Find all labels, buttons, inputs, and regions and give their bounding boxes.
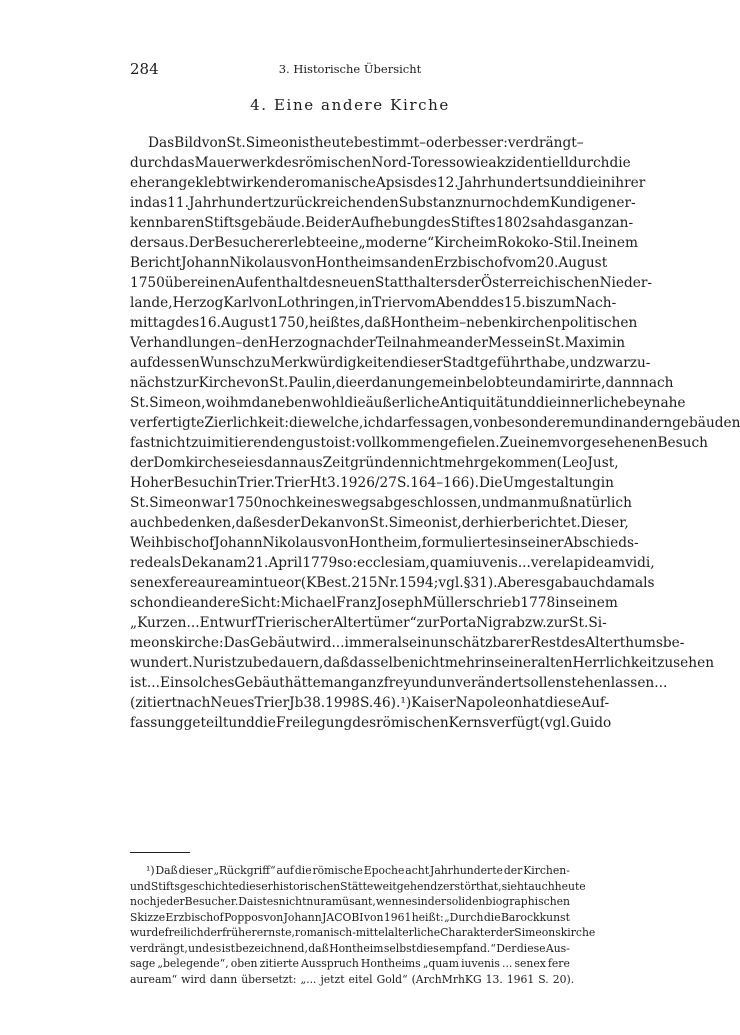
text-line: auf dessen Wunsch zu Merkwürdigkeiten dieser Stadt geführt habe, und zwar zu- [130,355,651,371]
text-line: Das Bild von St. Simeon ist heute bestimmt – oder besser: verdrängt – [148,135,584,151]
text-line: kennbaren Stiftsgebäude. Bei der Aufhebung des Stiftes 1802 sah das ganz an- [130,215,634,231]
footnote-line: wurde freilich der früher ernste, romanisch-mittelalterliche Charakter der Simeonskirche [130,926,596,939]
text-line: senex fere auream intueor (K Best. 215 Nr. 1594; vgl. § 31). Aber es gab auch damals [130,575,655,591]
text-line: schon die andere Sicht: Michael Franz Joseph Müller schrieb 1778 in seinem [130,595,618,611]
text-line: Verhandlungen – den Herzog nach der Teilnahme an der Messe in St. Maximin [130,335,626,351]
text-line: mittag des 16. August 1750, heißt es, daß Hontheim – neben kirchenpolitischen [130,315,638,331]
footnote-line: auream“ wird dann übersetzt: „... jetzt eitel Gold“ (ArchMrhKG 13. 1961 S. 20). [130,972,575,986]
text-line: eher angeklebt wirkende romanische Apsis des 12. Jahrhunderts und die in ihrer [130,175,646,191]
text-line: Weihbischof Johann Nikolaus von Hontheim, formuliert es in seiner Abschieds- [130,535,639,551]
text-line: Hoher Besuch in Trier. TrierHt 3. 1926/27 S. 164–166). Die Umgestaltung in [130,475,614,491]
text-line: St. Simeon war 1750 noch keineswegs abgeschlossen, und man muß natürlich [130,495,632,511]
footnote-line: verdrängt, und es ist bezeichnend, daß Hontheim selbst dies empfand.“ Der diese Aus- [130,941,570,955]
text-line: nächst zur Kirche von St. Paulin, die er dan ungemein belobte und amirirte, dann nach [130,375,674,391]
text-line: „Kurzen ... Entwurf Trierischer Altertümer“ zur Porta Nigra bzw. zur St. Si- [130,615,607,631]
text-line: wundert. Nur ist zu bedauern, daß dasselbe nicht mehr in seiner alten Herrlichkeit zu sehen [130,655,715,671]
footnote-line: Skizze Erzbischof Poppos von Johann JACOBI von 1961 heißt: „Durch die Barockkunst [130,910,570,924]
text-line: fast nicht zu imitierenden gusto ist: vollkommen gefielen. Zu einem vorgesehenen Besuch [130,435,708,451]
page-number: 284 [130,60,159,78]
text-line: 1750 über einen Aufenthalt des neuen Statthalters der Österreichischen Nieder- [130,275,653,291]
text-line: auch bedenken, daß es der Dekan von St. Simeon ist, der hier berichtet. Dieser, [130,515,629,531]
text-line: Bericht Johann Nikolaus von Hontheims an den Erzbischof vom 20. August [130,255,608,271]
text-line: lande, Herzog Karl von Lothringen, in Trier vom Abend des 15. bis zum Nach- [130,295,617,311]
footnote-divider [130,852,190,853]
section-title: 4. Eine andere Kirche [250,96,450,114]
text-line: ist ... Ein solches Gebäut hätte man ganz frey und unverändert sollen stehen lassen ... [130,675,668,691]
footnote-line: noch jeder Besucher. Da ist es nicht nur amüsant, wenn es in der soliden biographischen [130,895,570,908]
body-text [130,133,740,733]
text-line: (zitiert nach NeuesTrierJb 38. 1998 S. 46).¹) Kaiser Napoleon hat diese Auf- [130,695,610,711]
text-line: meonskirche: Das Gebäut wird ... immer als ein unschätzbarer Rest des Alterthums be- [130,635,685,651]
text-line: fassung geteilt und die Freilegung des römischen Kerns verfügt (vgl. Guido [130,715,612,731]
text-line: der Domkirche sei es dann aus Zeitgründen nicht mehr gekommen (Leo Just, [130,455,619,471]
footnote-line: und Stiftsgeschichte dieser historischen Stätte weitgehend zerstört hat, sieht auch heute [130,879,586,893]
text-line: rede als Dekan am 21. April 1779 so: ecclesiam, quam iuvenis ... vere lapideam vidi, [130,555,655,571]
text-line: ders aus. Der Besucher erlebte eine „moderne“ Kirche im Rokoko-Stil. In einem [130,235,639,251]
footnote [130,863,596,987]
text-line: in das 11. Jahrhundert zurückreichenden Substanz nur noch dem Kundigen er- [130,195,636,211]
text-line: St. Simeon, wo ihm dan ebenwohl die äußerliche Antiquität und die innerliche beynahe [130,395,686,411]
footnote-line: ¹) Daß dieser „Rückgriff“ auf die römische Epoche acht Jahrhunderte der Kirchen- [146,864,570,877]
page-header [130,60,570,80]
text-line: verfertigte Zierlichkeit: die welche, ich darf es sagen, von besonderem und in andern gebäuden [130,415,740,431]
footnote-line: sage „belegende“, oben zitierte Ausspruch Hontheims „quam iuvenis ... senex fere [130,957,570,970]
running-head: 3. Historische Übersicht [278,62,422,76]
text-line: durch das Mauerwerk des römischen Nord-Tores sowie akzidentiell durch die [130,155,631,171]
